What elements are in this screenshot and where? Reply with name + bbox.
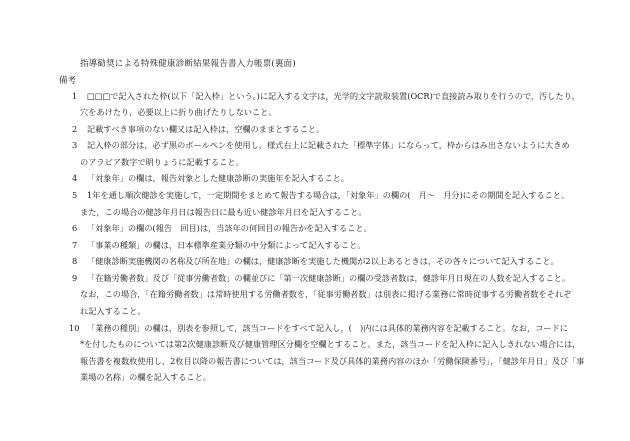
note-text-line: □□□で記入された枠(以下「記入枠」という。)に記入する文字は，光学的文字読取装置(OCR)で直接読み取りを行うので，汚したり， bbox=[87, 91, 580, 101]
note-text-line: 報告書を複数枚使用し，2枚目以降の報告書については，該当コード及び具体的業務内容のほか「労働保険番号」，「健診年月日」及び「事 bbox=[80, 356, 585, 366]
note-text-line: 記載すべき事項のない欄又は記入枠は，空欄のままとすること。 bbox=[87, 124, 325, 134]
note-number: 5 bbox=[72, 190, 78, 200]
note-number: 6 bbox=[72, 223, 78, 233]
note-text-line: 「事業の種類」の欄は，日本標準産業分類の中分類によって記入すること。 bbox=[87, 240, 366, 250]
note-number: 8 bbox=[72, 256, 78, 266]
note-number: 1 bbox=[72, 91, 78, 101]
notes-heading: 備考 bbox=[59, 76, 77, 86]
note-text-line: のアラビア数字で明りょうに記載すること。 bbox=[80, 157, 244, 167]
note-number: 10 bbox=[69, 323, 80, 333]
note-number: 2 bbox=[72, 124, 78, 134]
note-text-line: れ記入すること。 bbox=[80, 306, 146, 316]
note-text-line: 記入枠の部分は，必ず黒のボールペンを使用し，様式右上に記載された「標準字体」にならって，枠からはみ出さないように大きめ bbox=[87, 140, 570, 150]
document-title: 指導勧奨による特殊健康診断結果報告書入力帳票(裏面) bbox=[80, 59, 296, 69]
note-text-line: 「対象年」の欄は，報告対象とした健康診断の実施年を記入すること。 bbox=[87, 173, 350, 183]
note-text-line: 「対象年」の欄の(報告 回目)は，当該年の何回目の報告かを記入すること。 bbox=[87, 223, 372, 233]
note-number: 7 bbox=[72, 240, 78, 250]
note-text-line: 「業務の種別」の欄は，別表を参照して，該当コードをすべて記入し，( )内には具体的業務内容を記載すること。なお，コードに bbox=[87, 323, 568, 333]
note-text-line: 「在籍労働者数」及び「従事労働者数」の欄並びに「第一次健康診断」の欄の受診者数は，健診年月日現在の人数を記入すること。 bbox=[87, 273, 571, 283]
note-number: 3 bbox=[72, 140, 78, 150]
note-text-line: また，この場合の健診年月日は報告日に最も近い健診年月日を記入すること。 bbox=[80, 207, 367, 217]
note-text-line: なお，この場合，「在籍労働者数」は常時使用する労働者数を，「従事労働者数」は別表に掲げる業務に常時従事する労働者数をそれぞ bbox=[80, 289, 572, 299]
note-text-line: 業場の名称」の欄を記入すること。 bbox=[80, 372, 212, 382]
note-text-line: 「健康診断実施機関の名称及び所在地」の欄は，健康診断を実施した機関が2以上あるときは，その各々について記入すること。 bbox=[87, 256, 559, 266]
note-text-line: 1年を通し順次健診を実施して，一定期間をまとめて報告する場合は，「対象年」の欄の( 月～ 月分)にその期間を記入すること。 bbox=[87, 190, 570, 200]
note-number: 4 bbox=[72, 173, 78, 183]
note-text-line: 穴をあけたり，必要以上に折り曲げたりしないこと。 bbox=[80, 107, 277, 117]
note-number: 9 bbox=[72, 273, 78, 283]
note-text-line: *を付したものについては第2次健康診断及び健康管理区分欄を空欄とすること。また，該当コードを記入枠に記入しきれない場合には， bbox=[80, 339, 581, 349]
